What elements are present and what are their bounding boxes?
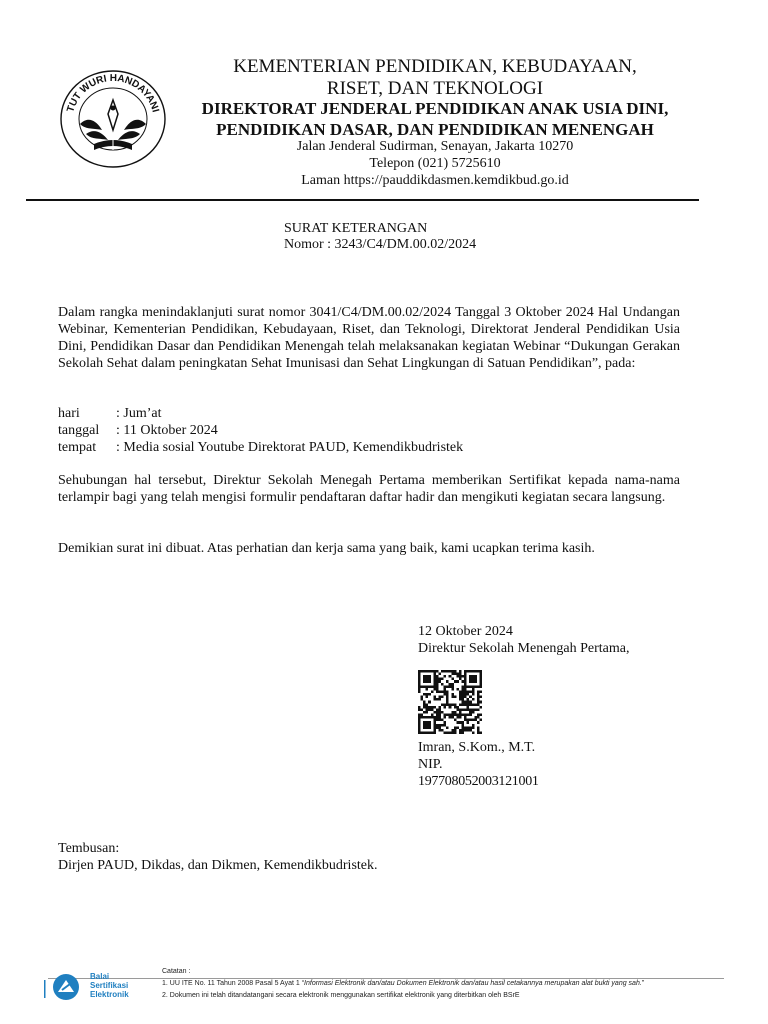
bsre-text-line1: Balai (90, 972, 110, 981)
detail-label: hari (58, 406, 80, 421)
address: Jalan Jenderal Sudirman, Senayan, Jakarta 10270 (296, 139, 574, 154)
note-1-suffix: ” (641, 980, 645, 987)
signer-name: Imran, S.Kom., M.T. (418, 740, 536, 755)
bsre-logo-icon (44, 970, 88, 1004)
body-paragraph-1: Dalam rangka menindaklanjuti surat nomor 3041/C4/DM.00.02/2024 Tanggal 3 Oktober 2024 Hal Undangan Webinar, Kementerian Pendidikan, Kebudayaan, Riset, dan Teknologi, Direktorat Jenderal Pendidikan Usia Dini, Pendidikan Dasar dan Pendidikan Menengah telah melaksanakan kegiatan Webinar “Dukungan Gerakan Sekolah Sehat dalam peningkatan Sehat Imunisasi dan Sehat Lingkungan di Satuan Pendidikan”, pada: (58, 305, 680, 371)
tut-wuri-handayani-logo (58, 64, 168, 170)
bsre-logo-text (90, 972, 129, 999)
note-1-italic: Informasi Elektronik dan/atau Dokumen Elektronik dan/atau hasil cetakannya merupakan alat bukti yang sah. (304, 980, 642, 987)
closing-paragraph: Demikian surat ini dibuat. Atas perhatian dan kerja sama yang baik, kami ucapkan terima kasih. (58, 541, 595, 556)
detail-value: : Media sosial Youtube Direktorat PAUD, Kemendikbudristek (116, 440, 464, 455)
note-2: 2. Dokumen ini telah ditandatangani secara elektronik menggunakan sertifikat elektronik yang diterbitkan oleh BSrE (162, 992, 520, 999)
notes-label: Catatan : (162, 968, 191, 975)
nip-number: 197708052003121001 (418, 774, 539, 789)
detail-value: : 11 Oktober 2024 (116, 423, 218, 438)
footer-notes (162, 966, 644, 1002)
signature-date: 12 Oktober 2024 (418, 624, 513, 639)
signer-position: Direktur Sekolah Menengah Pertama, (418, 641, 630, 656)
ministry-name-line2: RISET, DAN TEKNOLOGI (326, 78, 544, 99)
letter-number: Nomor : 3243/C4/DM.00.02/2024 (284, 237, 477, 252)
ministry-name-line1: KEMENTERIAN PENDIDIKAN, KEBUDAYAAN, (233, 56, 637, 77)
letter-title: SURAT KETERANGAN (284, 221, 428, 236)
letterhead-divider (26, 199, 699, 201)
detail-label: tanggal (58, 423, 100, 438)
svg-text:TUT WURI HANDAYANI: TUT WURI HANDAYANI (65, 72, 161, 114)
note-1 (162, 978, 644, 990)
signer-details (418, 739, 539, 790)
qr-code (418, 670, 482, 734)
cc-label: Tembusan: (58, 841, 120, 856)
signature-block (418, 623, 630, 657)
body-paragraph-2: Sehubungan hal tersebut, Direktur Sekolah Menegah Pertama memberikan Sertifikat kepada nama-nama terlampir bagi yang telah mengisi formulir pendaftaran daftar hadir dan mengikuti kegiatan secara langsung. (58, 473, 680, 505)
bsre-text-line2: Sertifikasi (90, 981, 129, 990)
detail-label: tempat (58, 440, 97, 455)
website: Laman https://pauddikdasmen.kemdikbud.go.id (301, 173, 569, 188)
phone: Telepon (021) 5725610 (369, 156, 501, 171)
directorate-name-line2: PENDIDIKAN DASAR, DAN PENDIDIKAN MENENGAH (216, 120, 654, 139)
cc-recipients: Dirjen PAUD, Dikdas, dan Dikmen, Kemendikbudristek. (58, 858, 378, 873)
note-1-prefix: 1. UU ITE No. 11 Tahun 2008 Pasal 5 Ayat 1 “ (162, 980, 305, 987)
bsre-text-line3: Elektronik (90, 990, 129, 999)
directorate-name-line1: DIREKTORAT JENDERAL PENDIDIKAN ANAK USIA DINI, (201, 99, 669, 118)
detail-value: : Jum’at (116, 406, 162, 421)
cc-section (58, 840, 378, 874)
nip-label: NIP. (418, 757, 443, 772)
